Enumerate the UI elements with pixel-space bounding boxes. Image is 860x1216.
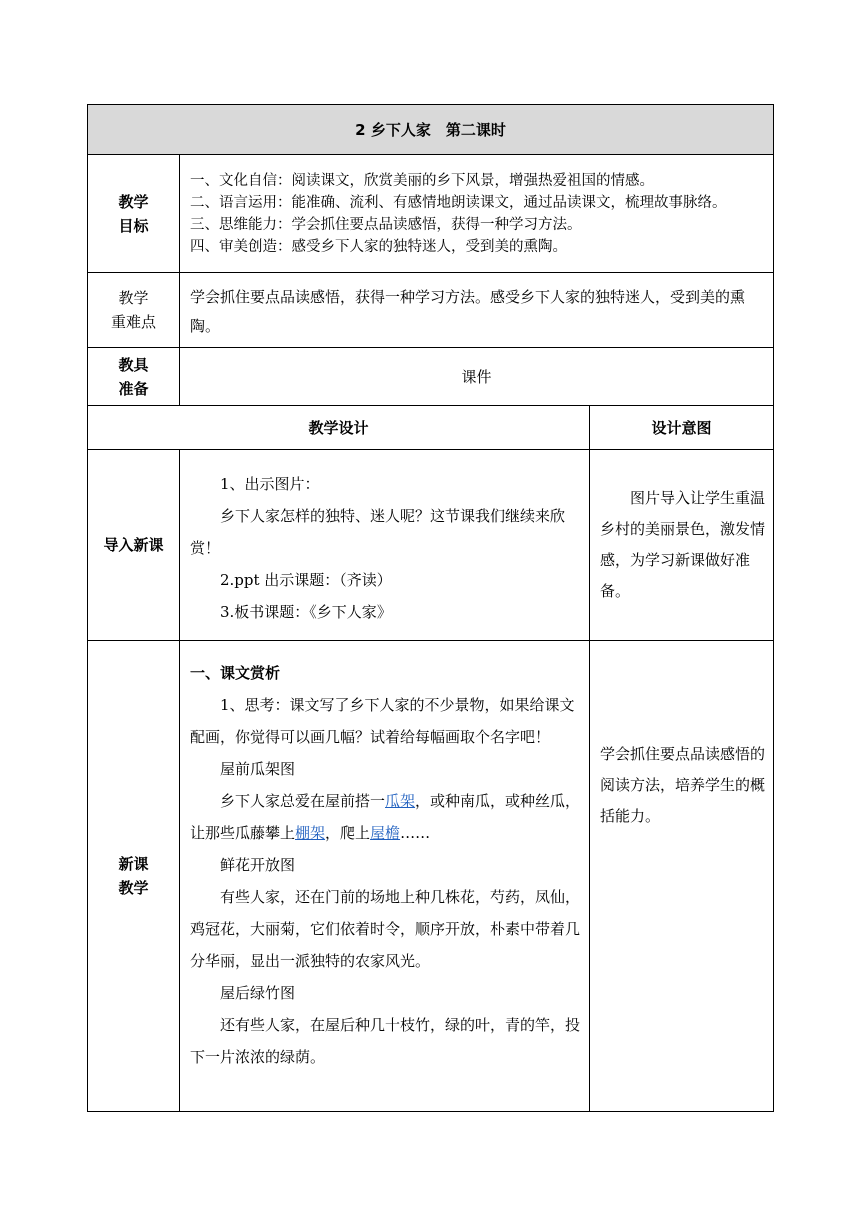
picture-name: 屋前瓜架图 — [220, 760, 296, 778]
link-gua-jia[interactable]: 瓜架 — [385, 792, 416, 810]
design-header: 教学设计 — [88, 406, 590, 450]
question-text: 1、思考：课文写了乡下人家的不少景物，如果给课文配画，你觉得可以画几幅？试着给每幅画取个名字吧！ — [190, 696, 575, 746]
section-title: 一、课文赏析 — [190, 664, 281, 682]
picture-text: 还有些人家，在屋后种几十枝竹，绿的叶，青的竿，投下一片浓浓的绿荫。 — [190, 1016, 581, 1066]
picture-text: 有些人家，还在门前的场地上种几株花，芍药，凤仙，鸡冠花，大丽菊，它们依着时令，顺序开放，朴素中带着几分华丽，显出一派独特的农家风光。 — [190, 888, 581, 970]
picture-name: 屋后绿竹图 — [220, 984, 296, 1002]
new-lesson-intent: 学会抓住要点品读感悟的阅读方法，培养学生的概括能力。 — [590, 641, 774, 1112]
intro-label: 导入新课 — [88, 450, 180, 641]
objective-item: 三、思维能力：学会抓住要点品读感悟，获得一种学习方法。 — [190, 217, 582, 233]
objective-item: 二、语言运用：能准确、流利、有感情地朗读课文，通过品读课文，梳理故事脉络。 — [190, 195, 727, 211]
objective-item: 四、审美创造：感受乡下人家的独特迷人，受到美的熏陶。 — [190, 239, 567, 255]
lesson-title: 2 乡下人家 第二课时 — [88, 105, 774, 155]
picture-text: 乡下人家总爱在屋前搭一瓜架，或种南瓜，或种丝瓜，让那些瓜藤攀上棚架，爬上屋檐…… — [190, 792, 581, 842]
picture-name: 鲜花开放图 — [220, 856, 296, 874]
new-lesson-content — [180, 641, 590, 1112]
link-wu-yan[interactable]: 屋檐 — [370, 824, 401, 842]
link-peng-jia[interactable]: 棚架 — [295, 824, 326, 842]
materials-label: 教具 准备 — [88, 348, 180, 406]
intro-line: 2.ppt 出示课题：（齐读） — [220, 571, 392, 589]
new-lesson-label: 新课 教学 — [88, 641, 180, 1112]
intro-content — [180, 450, 590, 641]
lesson-plan-table — [87, 104, 774, 1112]
intro-line: 1、出示图片： — [220, 475, 320, 493]
key-points-text: 学会抓住要点品读感悟，获得一种学习方法。感受乡下人家的独特迷人，受到美的熏陶。 — [180, 273, 774, 348]
objective-item: 一、文化自信：阅读课文，欣赏美丽的乡下风景，增强热爱祖国的情感。 — [190, 173, 654, 189]
intro-line: 乡下人家怎样的独特、迷人呢？这节课我们继续来欣赏！ — [190, 507, 566, 557]
materials-text: 课件 — [180, 348, 774, 406]
intro-line: 3.板书课题：《乡下人家》 — [220, 603, 392, 621]
intro-intent: 图片导入让学生重温乡村的美丽景色，激发情感，为学习新课做好准备。 — [590, 450, 774, 641]
objectives-label: 教学 目标 — [88, 155, 180, 273]
objectives-content — [180, 155, 774, 273]
intent-header: 设计意图 — [590, 406, 774, 450]
key-points-label: 教学 重难点 — [88, 273, 180, 348]
